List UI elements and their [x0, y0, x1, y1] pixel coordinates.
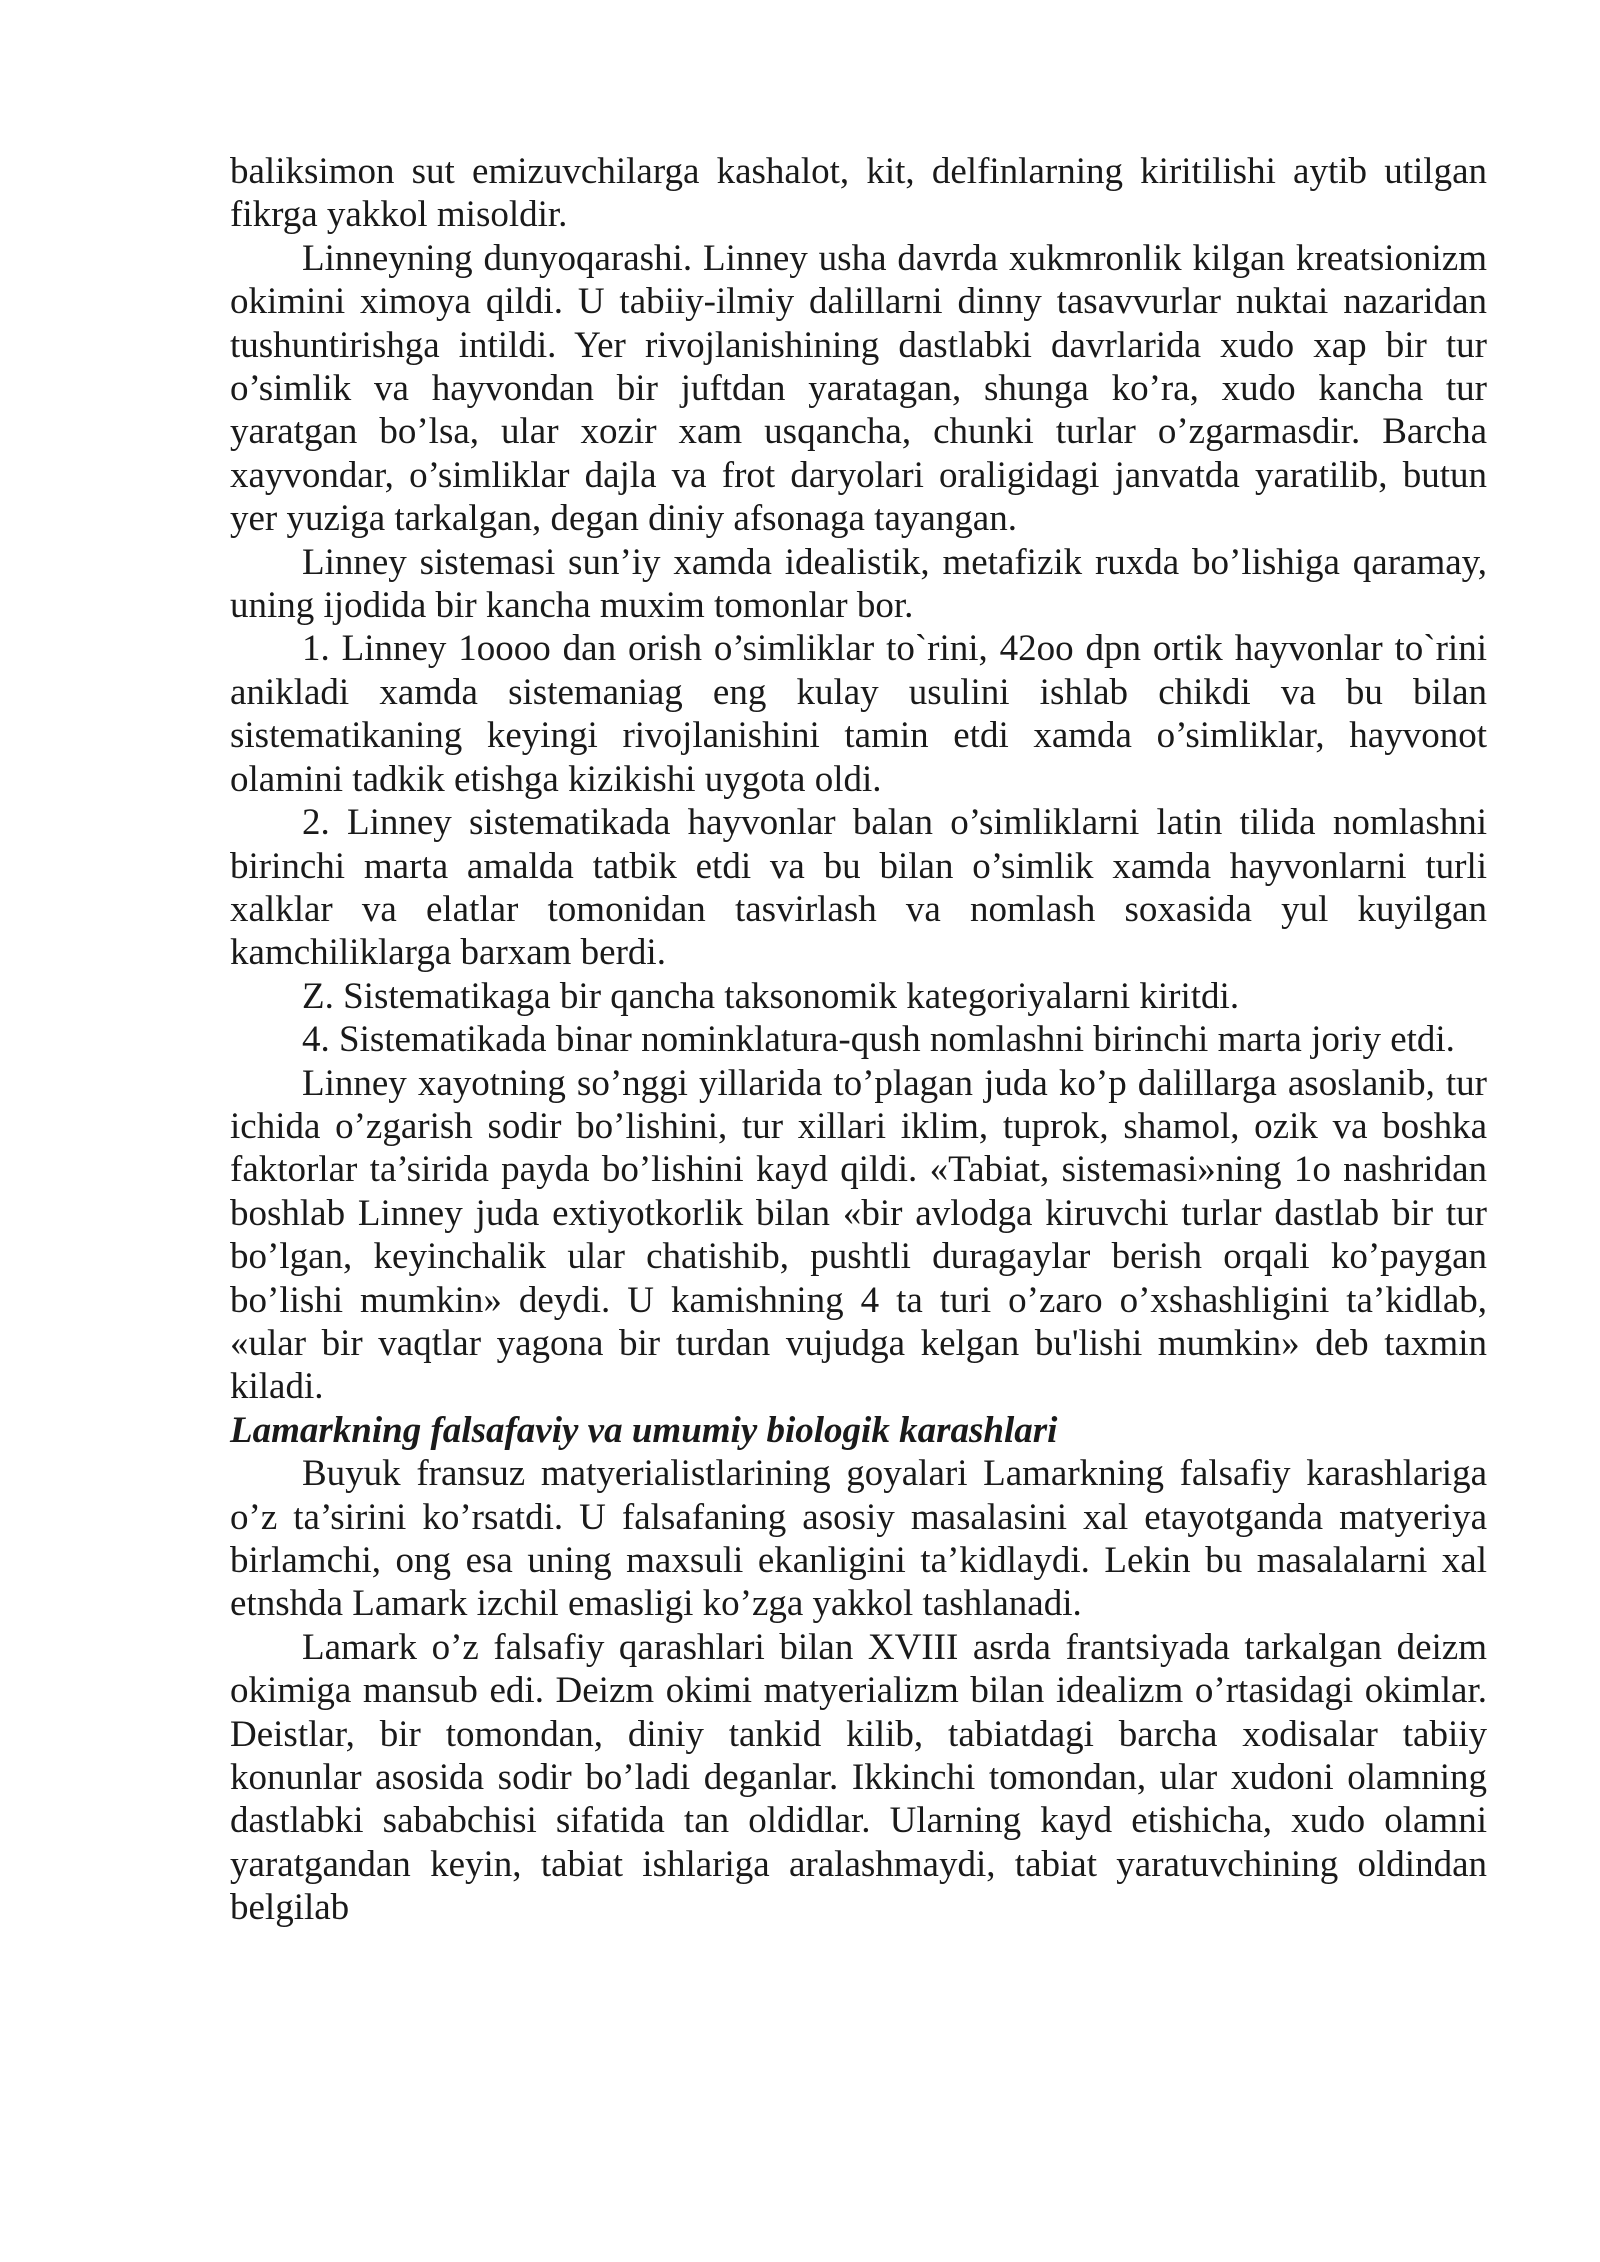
paragraph-linney-system: Linney sistemasi sun’iy xamda idealistik, metafizik ruxda bo’lishiga qaramay, uning ijodida bir kancha muxim tomonlar bor. — [230, 541, 1487, 627]
paragraph-linney-worldview: Linneyning dunyoqarashi. Linney usha davrda xukmronlik kilgan kreatsionizm okimini ximoya qildi. U tabiiy-ilmiy dalillarni dinny tasavvurlar nuktai nazaridan tushuntirishga intildi. Yer rivojlanishining dastlabki davrlarida xudo xap bir tur o’simlik va hayvondan bir juftdan yaratagan, shunga ko’ra, xudo kancha tur yaratgan bo’lsa, ular xozir xam usqancha, chunki turlar o’zgarmasdir. Barcha xayvondar, o’simliklar dajla va frot daryolari oraligidagi janvatda yaratilib, butun yer yuziga tarkalgan, degan diniy afsonaga tayangan. — [230, 237, 1487, 540]
paragraph-deism: Lamark o’z falsafiy qarashlari bilan XVIII asrda frantsiyada tarkalgan deizm okimiga mansub edi. Deizm okimi matyerializm bilan idealizm o’rtasidagi okimlar. Deistlar, bir tomondan, diniy tankid kilib, tabiatdagi barcha xodisalar tabiiy konunlar asosida sodir bo’ladi deganlar. Ikkinchi tomondan, ular xudoni olamning dastlabki sababchisi sifatida tan oldidlar. Ularning kayd etishicha, xudo olamni yaratgandan keyin, tabiat ishlariga aralashmaydi, tabiat yaratuvchining oldindan belgilab — [230, 1626, 1487, 1929]
document-page — [230, 150, 1487, 1930]
section-heading: Lamarkning falsafaviy va umumiy biologik karashlari — [230, 1409, 1058, 1451]
paragraph-continuation: baliksimon sut emizuvchilarga kashalot, kit, delfinlarning kiritilishi aytib utilgan fikrga yakkol misoldir. — [230, 151, 1487, 236]
paragraph-french-materialists: Buyuk fransuz matyerialistlarining goyalari Lamarkning falsafiy karashlariga o’z ta’sirini ko’rsatdi. U falsafaning asosiy masalasini xal etayotganda matyeriya birlamchi, ong esa uning maxsuli ekanligini ta’kidlaydi. Lekin bu masalalarni xal etnshda Lamark izchil emasligi ko’zga yakkol tashlanadi. — [230, 1453, 1487, 1625]
list-item-4: 4. Sistematikada binar nominklatura-qush nomlashni birinchi marta joriy etdi. — [302, 1019, 1455, 1061]
list-item-3: Z. Sistematikaga bir qancha taksonomik kategoriyalarni kiritdi. — [302, 975, 1240, 1017]
list-item-2: 2. Linney sistematikada hayvonlar balan o’simliklarni latin tilida nomlashni birinchi marta amalda tatbik etdi va bu bilan o’simlik xamda hayvonlarni turli xalklar va elatlar tomonidan tasvirlash va nomlash soxasida yul kuyilgan kamchiliklarga barxam berdi. — [230, 802, 1487, 974]
list-item-1: 1. Linney 1oooo dan orish o’simliklar to`rini, 42oo dpn ortik hayvonlar to`rini anikladi xamda sistemaniag eng kulay usulini ishlab chikdi va bu bilan sistematikaning keyingi rivojlanishini tamin etdi xamda o’simliklar, hayvonot olamini tadkik etishga kizikishi uygota oldi. — [230, 628, 1487, 800]
paragraph-linney-late-years: Linney xayotning so’nggi yillarida to’plagan juda ko’p dalillarga asoslanib, tur ichida o’zgarish sodir bo’lishini, tur xillari iklim, tuprok, shamol, ozik va boshka faktorlar ta’sirida payda bo’lishini kayd qildi. «Tabiat, sistemasi»ning 1o nashridan boshlab Linney juda extiyotkorlik bilan «bir avlodga kiruvchi turlar dastlab bir tur bo’lgan, keyinchalik ular chatishib, pushtli duragaylar berish orqali ko’paygan bo’lishi mumkin» deydi. U kamishning 4 ta turi o’zaro o’xshashligini ta’kidlab, «ular bir vaqtlar yagona bir turdan vujudga kelgan bu'lishi mumkin» deb taxmin kiladi. — [230, 1062, 1487, 1408]
